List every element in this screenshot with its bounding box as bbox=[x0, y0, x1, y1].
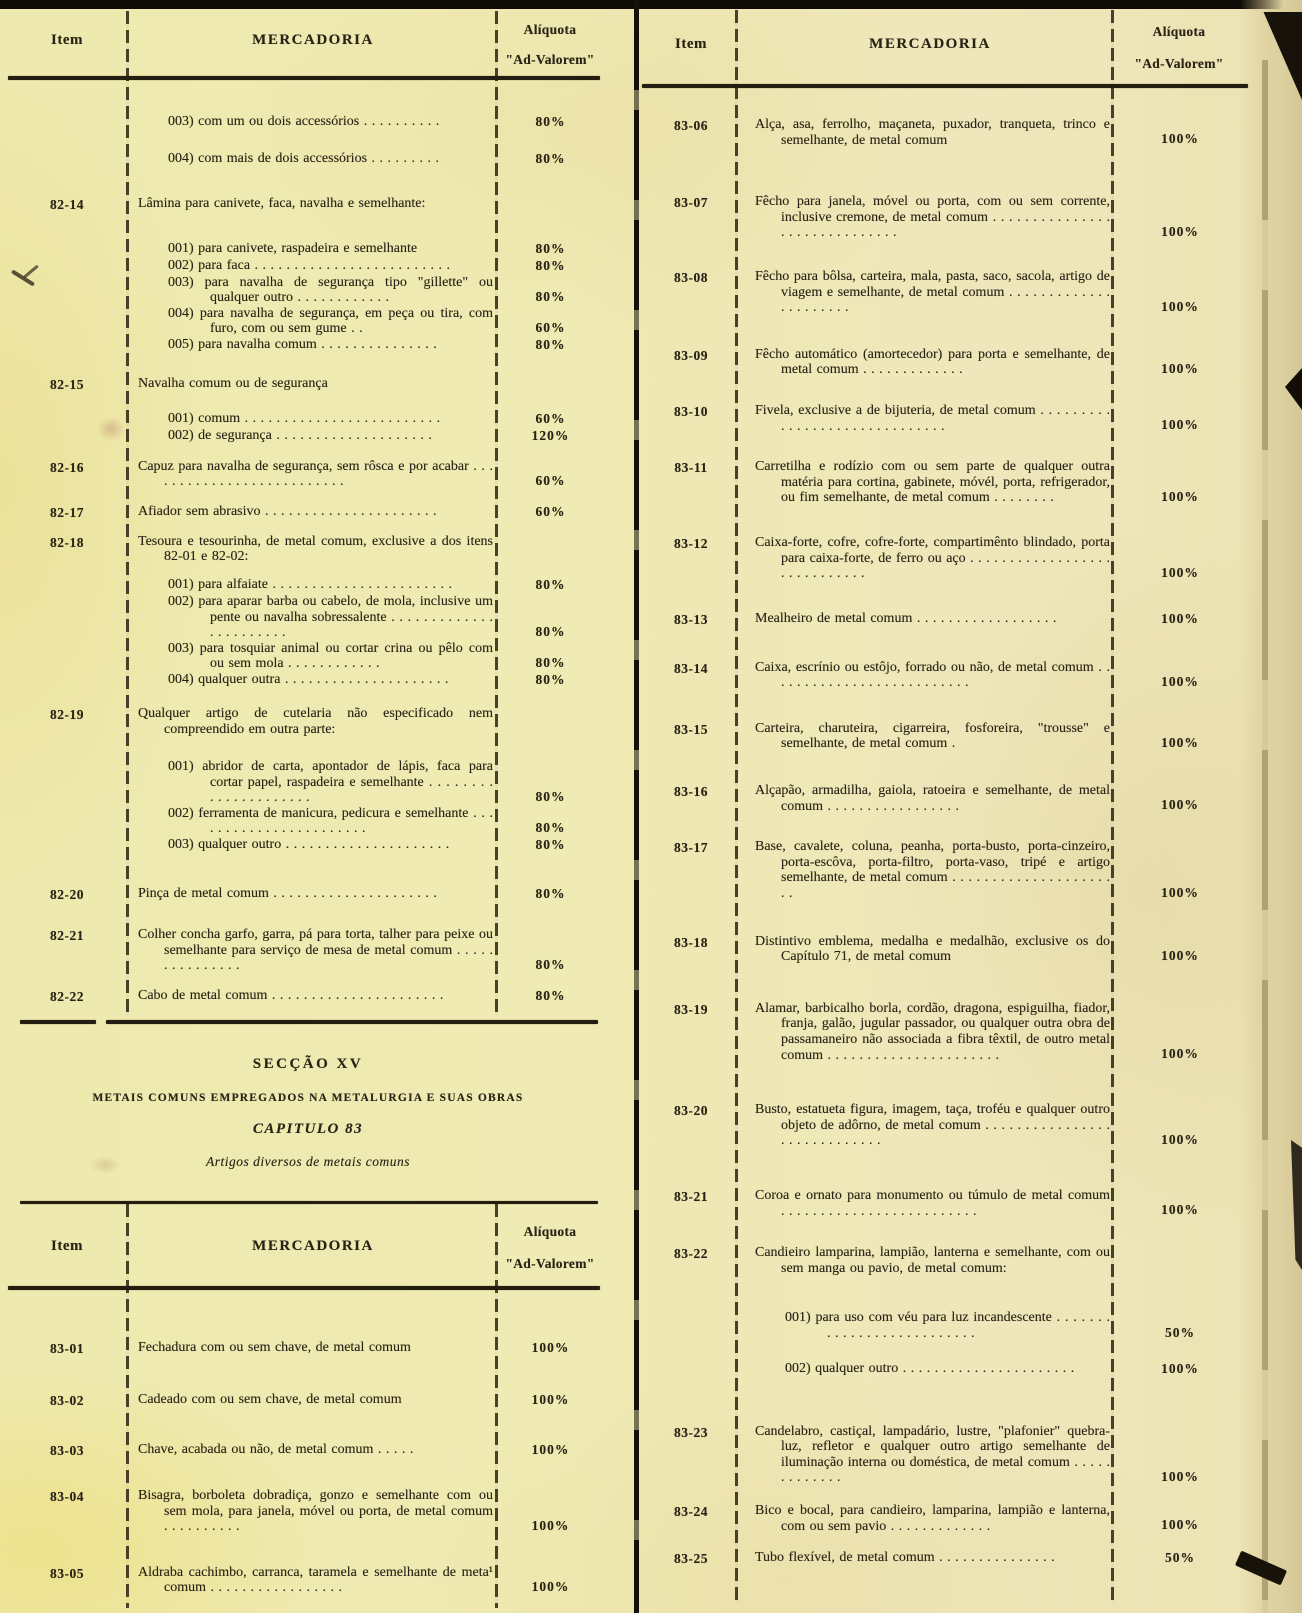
item-body bbox=[126, 1442, 608, 1459]
description: 001) comum . . . . . . . . . . . . . . . . . . . . . . . . . bbox=[168, 410, 441, 426]
tariff-entry bbox=[755, 1245, 1250, 1276]
tariff-entry bbox=[138, 577, 608, 594]
tariff-entry bbox=[755, 1361, 1250, 1378]
description: Cabo de metal comum . . . . . . . . . . . . . . . . . . . . . . bbox=[138, 987, 444, 1003]
item-code: 83-10 bbox=[674, 403, 708, 419]
item-code: 83-07 bbox=[674, 195, 708, 211]
tariff-entry bbox=[138, 504, 608, 521]
rate bbox=[493, 736, 608, 737]
tariff-entry bbox=[755, 839, 1250, 901]
description: Fêcho para bôlsa, carteira, mala, pasta, saco, sacola, artigo de viagem e semelhante, de metal comum . . . . . . . . . . . . . . . . . . . . . . bbox=[755, 268, 1110, 316]
tariff-entry bbox=[755, 1001, 1250, 1063]
item-code: 83-24 bbox=[674, 1503, 708, 1519]
item-code bbox=[8, 151, 126, 152]
item-code: 83-11 bbox=[674, 460, 708, 476]
description: Fêcho automático (amortecedor) para porta e semelhante, de metal comum . . . . . . . . . . . . . bbox=[755, 346, 1110, 378]
rate: 50% bbox=[1165, 1550, 1195, 1566]
tariff-entry bbox=[138, 196, 608, 212]
tariff-entry bbox=[755, 783, 1250, 814]
rate: 100% bbox=[1161, 1468, 1199, 1484]
tariff-rows-left bbox=[8, 90, 608, 1005]
rate: 80% bbox=[535, 114, 566, 129]
item-code: 83-13 bbox=[674, 611, 708, 627]
description: Qualquer artigo de cutelaria não especificado nem compreendido em outra parte: bbox=[138, 705, 493, 737]
header-aliquota: Alíquota bbox=[523, 22, 577, 37]
tariff-entry bbox=[755, 611, 1250, 628]
tariff-entry bbox=[755, 660, 1250, 691]
tariff-entry bbox=[138, 706, 608, 737]
item-code: 83-21 bbox=[674, 1188, 708, 1204]
header-rule bbox=[642, 84, 1248, 88]
description: Caixa, escrínio ou estôjo, forrado ou não, de metal comum . . . . . . . . . . . . . . . . . . . . . . . . . . bbox=[755, 659, 1110, 691]
section-subtitle: METAIS COMUNS EMPREGADOS NA METALURGIA E SUAS OBRAS bbox=[92, 1092, 524, 1104]
item-code: 83-08 bbox=[674, 269, 708, 285]
item-code: 82-22 bbox=[50, 988, 84, 1004]
rate: 120% bbox=[531, 427, 570, 443]
tariff-entry bbox=[138, 114, 608, 131]
rate: 80% bbox=[535, 336, 566, 352]
tariff-entry bbox=[138, 641, 608, 672]
item-body bbox=[737, 839, 1250, 901]
description: Caixa-forte, cofre, cofre-forte, compartimênto blindado, porta para caixa-forte, de ferro ou aço . . . . . . . . . . . . . . . . . . . . . . . . . . . . . bbox=[755, 534, 1110, 582]
description: Mealheiro de metal comum . . . . . . . . . . . . . . . . . . bbox=[755, 610, 1057, 626]
rate: 100% bbox=[531, 1517, 570, 1533]
item-code: 83-09 bbox=[674, 347, 708, 363]
header-item: Item bbox=[51, 32, 83, 48]
rate: 80% bbox=[535, 654, 566, 670]
item-code: 83-04 bbox=[50, 1489, 84, 1504]
tariff-row bbox=[645, 1503, 1250, 1534]
rate: 60% bbox=[535, 410, 566, 426]
tariff-entry bbox=[138, 594, 608, 641]
item-code: 82-15 bbox=[50, 376, 84, 392]
tariff-row bbox=[8, 376, 608, 445]
tariff-entry bbox=[138, 672, 608, 689]
item-body bbox=[126, 151, 608, 168]
item-code: 83-23 bbox=[674, 1424, 708, 1440]
item-code: 82-14 bbox=[50, 197, 84, 212]
tariff-rows-left-2 bbox=[8, 1292, 608, 1596]
tariff-entry bbox=[138, 1392, 608, 1409]
item-body bbox=[737, 403, 1250, 434]
item-body bbox=[737, 934, 1250, 965]
rate: 100% bbox=[1161, 564, 1199, 580]
tariff-entry bbox=[755, 934, 1250, 965]
description: 002) qualquer outro . . . . . . . . . . . . . . . . . . . . . . bbox=[785, 1360, 1075, 1376]
tariff-entry bbox=[138, 459, 608, 490]
item-body bbox=[126, 706, 608, 854]
description: 003) qualquer outro . . . . . . . . . . . . . . . . . . . . . bbox=[168, 837, 450, 853]
section-headings bbox=[8, 1056, 608, 1170]
tariff-row bbox=[645, 1550, 1250, 1567]
description: Base, cavalete, coluna, peanha, porta-busto, porta-cinzeiro, porta-escôva, porta-filtro, porta-vaso, tripé e artigo semelhante, de metal comum . . . . . . . . . . . . . . . . . . . . . . bbox=[755, 839, 1110, 902]
description: Distintivo emblema, medalha e medalhão, exclusive os do Capítulo 71, de metal comum bbox=[755, 933, 1110, 965]
tariff-row bbox=[645, 1424, 1250, 1486]
header-mercadoria: MERCADORIA bbox=[252, 32, 374, 48]
description: Aldraba cachimbo, carranca, taramela e semelhante de meta¹ comum . . . . . . . . . . . . . . . . . bbox=[138, 1564, 493, 1596]
rate: 100% bbox=[1161, 223, 1199, 239]
description: 005) para navalha comum . . . . . . . . . . . . . . . bbox=[168, 336, 437, 352]
description: 001) para alfaiate . . . . . . . . . . . . . . . . . . . . . . . bbox=[168, 576, 452, 592]
item-code: 83-17 bbox=[674, 840, 708, 856]
description: Cadeado com ou sem chave, de metal comum bbox=[138, 1392, 402, 1407]
description: 001) para uso com véu para luz incandescente . . . . . . . . . . . . . . . . . . . . . . . . . . bbox=[785, 1310, 1110, 1341]
tariff-row bbox=[645, 403, 1250, 434]
tariff-entry bbox=[138, 1565, 608, 1596]
rate: 80% bbox=[535, 837, 566, 853]
rate: 100% bbox=[1161, 797, 1199, 813]
item-code: 82-18 bbox=[50, 534, 84, 550]
description: 002) para aparar barba ou cabelo, de mola, inclusive um pente ou navalha sobressalente . . . . . . . . . . . . . . . . . . . . . . . bbox=[168, 593, 493, 641]
tariff-entry bbox=[755, 117, 1250, 148]
description: 002) de segurança . . . . . . . . . . . . . . . . . . . . bbox=[168, 427, 432, 443]
tariff-entry bbox=[138, 306, 608, 337]
tariff-entry bbox=[755, 1102, 1250, 1149]
description: Navalha comum ou de segurança bbox=[138, 375, 328, 391]
rate: 80% bbox=[535, 886, 566, 902]
tariff-row bbox=[8, 1488, 608, 1535]
tariff-entry bbox=[138, 258, 608, 275]
tariff-entry bbox=[755, 1188, 1250, 1219]
rate: 100% bbox=[1161, 417, 1199, 433]
description: Afiador sem abrasivo . . . . . . . . . . . . . . . . . . . . . . bbox=[138, 503, 437, 519]
header-ad-valorem: "Ad-Valorem" bbox=[1134, 56, 1224, 71]
tariff-entry bbox=[138, 151, 608, 168]
description: Candieiro lamparina, lampião, lanterna e semelhante, com ou sem manga ou pavio, de metal comum: bbox=[755, 1245, 1110, 1276]
item-body bbox=[737, 783, 1250, 814]
item-body bbox=[126, 886, 608, 903]
item-body bbox=[737, 1424, 1250, 1486]
item-body bbox=[126, 114, 608, 131]
item-code: 83-12 bbox=[674, 535, 708, 551]
item-body bbox=[737, 347, 1250, 378]
rate: 80% bbox=[535, 240, 566, 256]
tariff-entry bbox=[138, 759, 608, 806]
item-body bbox=[737, 194, 1250, 241]
item-code: 83-19 bbox=[674, 1001, 708, 1017]
tariff-entry bbox=[755, 1424, 1250, 1486]
tariff-entry bbox=[138, 428, 608, 445]
rate: 80% bbox=[535, 820, 566, 836]
item-code: 82-21 bbox=[50, 928, 84, 944]
rate: 50% bbox=[1165, 1324, 1195, 1340]
item-code bbox=[8, 114, 126, 115]
rate: 100% bbox=[1161, 488, 1199, 504]
tariff-entry bbox=[138, 275, 608, 306]
tariff-row bbox=[645, 660, 1250, 691]
description: Bisagra, borboleta dobradiça, gonzo e semelhante com ou sem mola, para janela, móvel ou porta, de metal comum . . . . . . . . . . bbox=[138, 1488, 493, 1535]
rate: 100% bbox=[1161, 1046, 1199, 1062]
tariff-entry bbox=[138, 927, 608, 974]
rate: 80% bbox=[535, 576, 566, 592]
rate: 100% bbox=[1161, 735, 1199, 751]
rate: 100% bbox=[1161, 298, 1199, 314]
rate: 100% bbox=[531, 1392, 570, 1407]
description: Chave, acabada ou não, de metal comum . . . . . bbox=[138, 1442, 414, 1457]
description: Fêcho para janela, móvel ou porta, com ou sem corrente, inclusive cremone, de metal comum . . . . . . . . . . . . . . . . . . . . . . . . . . . . . . bbox=[755, 194, 1110, 241]
header-rule bbox=[20, 1201, 598, 1204]
item-body bbox=[737, 1245, 1250, 1377]
tariff-row bbox=[8, 151, 608, 168]
tariff-entry bbox=[138, 534, 608, 565]
item-body bbox=[737, 1188, 1250, 1219]
rate bbox=[493, 564, 608, 565]
tariff-entry bbox=[755, 459, 1250, 506]
rate bbox=[493, 211, 608, 212]
tariff-row bbox=[645, 535, 1250, 582]
rate: 100% bbox=[1161, 131, 1199, 147]
tariff-rows-right bbox=[645, 95, 1250, 1567]
rate: 80% bbox=[535, 788, 566, 804]
tariff-row bbox=[645, 934, 1250, 965]
tariff-entry bbox=[138, 241, 608, 258]
tariff-entry bbox=[755, 1310, 1250, 1341]
rate: 100% bbox=[1161, 884, 1199, 900]
item-body bbox=[126, 1488, 608, 1535]
item-body bbox=[737, 611, 1250, 628]
rate bbox=[493, 391, 608, 392]
rate: 100% bbox=[1161, 360, 1199, 376]
tariff-entry bbox=[755, 1503, 1250, 1534]
rate: 60% bbox=[535, 319, 566, 335]
description: Alamar, barbicalho borla, cordão, dragona, espiguilha, fiador, franja, galão, jugular passador, ou qualquer outra obra de passamaneiro não associada a fibra têxtil, de outro metal comum . . . . . . . . . . . . . . . . . . . . . . bbox=[755, 1000, 1110, 1063]
item-code: 82-16 bbox=[50, 459, 84, 475]
rate bbox=[1110, 1275, 1250, 1276]
description: 004) qualquer outra . . . . . . . . . . . . . . . . . . . . . bbox=[168, 671, 449, 687]
tariff-row bbox=[8, 114, 608, 131]
tariff-entry bbox=[138, 1442, 608, 1459]
item-code: 83-01 bbox=[50, 1341, 84, 1356]
tariff-row bbox=[8, 1392, 608, 1409]
item-body bbox=[126, 534, 608, 689]
item-code: 83-06 bbox=[674, 118, 708, 133]
item-body bbox=[737, 535, 1250, 582]
tariff-row bbox=[8, 534, 608, 689]
tariff-row bbox=[8, 504, 608, 521]
item-body bbox=[126, 196, 608, 354]
rate: 100% bbox=[531, 1578, 570, 1594]
rate: 60% bbox=[535, 503, 566, 519]
description: Fivela, exclusive a de bijuteria, de metal comum . . . . . . . . . . . . . . . . . . . . . . . . . . . . . . bbox=[755, 402, 1110, 434]
header-aliquota: Alíquota bbox=[1152, 24, 1206, 39]
rate: 60% bbox=[535, 472, 566, 488]
description: 003) para navalha de segurança tipo "gillette" ou qualquer outro . . . . . . . . . . . . bbox=[168, 274, 493, 306]
description: Busto, estatueta figura, imagem, taça, troféu e qualquer outro objeto de adôrno, de metal comum . . . . . . . . . . . . . . . . . . . . . . . . . . . . . bbox=[755, 1102, 1110, 1149]
section-title: SECÇÃO XV bbox=[252, 1056, 364, 1072]
description: Pinça de metal comum . . . . . . . . . . . . . . . . . . . . . bbox=[138, 886, 437, 902]
description: Tesoura e tesourinha, de metal comum, exclusive a dos itens 82-01 e 82-02: bbox=[138, 533, 493, 565]
tariff-row bbox=[645, 1102, 1250, 1149]
description: Bico e bocal, para candieiro, lamparina, lampião e lanterna, com ou sem pavio . . . . . . . . . . . . . bbox=[755, 1502, 1110, 1534]
rate: 80% bbox=[535, 623, 566, 639]
description: Capuz para navalha de segurança, sem rôsca e por acabar . . . . . . . . . . . . . . . . . . . . . . . . . . bbox=[138, 458, 493, 490]
header-rule bbox=[8, 76, 600, 80]
header-mercadoria: MERCADORIA bbox=[252, 1238, 374, 1254]
item-body bbox=[737, 1001, 1250, 1063]
tariff-entry bbox=[138, 988, 608, 1005]
description: Fechadura com ou sem chave, de metal comum bbox=[138, 1340, 411, 1355]
tariff-entry bbox=[138, 886, 608, 903]
rate: 100% bbox=[531, 1442, 570, 1457]
description: 002) para faca . . . . . . . . . . . . . . . . . . . . . . . . . bbox=[168, 257, 451, 273]
rate: 80% bbox=[535, 987, 566, 1003]
tariff-entry bbox=[755, 403, 1250, 434]
description: 004) com mais de dois accessórios . . . . . . . . . bbox=[168, 151, 440, 166]
rate: 80% bbox=[535, 288, 566, 304]
tariff-entry bbox=[755, 347, 1250, 378]
section-rule bbox=[106, 1020, 598, 1024]
item-body bbox=[126, 1565, 608, 1596]
rate: 100% bbox=[1161, 1360, 1199, 1376]
item-body bbox=[126, 988, 608, 1005]
tariff-row bbox=[8, 1565, 608, 1596]
rate: 80% bbox=[535, 151, 566, 166]
item-body bbox=[737, 1550, 1250, 1567]
tariff-row bbox=[8, 196, 608, 354]
item-body bbox=[126, 504, 608, 521]
tariff-row bbox=[645, 459, 1250, 506]
description: 001) abridor de carta, apontador de lápis, faca para cortar papel, raspadeira e semelhante . . . . . . . . . . . . . . . . . . . . . bbox=[168, 759, 493, 806]
item-body bbox=[737, 459, 1250, 506]
description: Carretilha e rodízio com ou sem parte de qualquer outra matéria para cortina, gabinete, móvél, porta, refrigerador, ou fim semelhante, de metal comum . . . . . . . . bbox=[755, 459, 1110, 506]
rate: 100% bbox=[1161, 947, 1199, 963]
description: Alçapão, armadilha, gaiola, ratoeira e semelhante, de metal comum . . . . . . . . . . . . . . . . . bbox=[755, 783, 1110, 814]
item-body bbox=[737, 1503, 1250, 1534]
item-body bbox=[737, 117, 1250, 148]
item-body bbox=[737, 269, 1250, 316]
item-code: 83-14 bbox=[674, 660, 708, 676]
rate: 80% bbox=[535, 257, 566, 273]
item-body bbox=[126, 1392, 608, 1409]
tariff-row bbox=[8, 706, 608, 854]
tariff-entry bbox=[755, 269, 1250, 316]
tariff-entry bbox=[138, 376, 608, 392]
item-code: 83-20 bbox=[674, 1103, 708, 1119]
section-rule bbox=[20, 1020, 96, 1024]
description: 003) para tosquiar animal ou cortar crina ou pêlo com ou sem mola . . . . . . . . . . . . bbox=[168, 640, 493, 672]
item-code: 83-18 bbox=[674, 934, 708, 950]
item-code: 82-17 bbox=[50, 504, 84, 520]
page-center-divider bbox=[634, 0, 639, 1613]
header-item: Item bbox=[675, 36, 707, 52]
rate: 80% bbox=[535, 956, 566, 972]
item-code: 82-20 bbox=[50, 887, 84, 903]
description: 002) ferramenta de manicura, pedicura e semelhante . . . . . . . . . . . . . . . . . . . . . . . bbox=[168, 805, 493, 837]
description: Candelabro, castiçal, lampadário, lustre, "plafonier" quebra-luz, refletor e qualquer outro artigo semelhante de iluminação interna ou doméstica, de metal comum . . . . . . . . . . . . . bbox=[755, 1423, 1110, 1486]
tariff-row bbox=[645, 269, 1250, 316]
tariff-entry bbox=[138, 1488, 608, 1535]
description: Tubo flexível, de metal comum . . . . . . . . . . . . . . . bbox=[755, 1550, 1055, 1566]
item-body bbox=[737, 660, 1250, 691]
item-body bbox=[126, 927, 608, 974]
tariff-entry bbox=[755, 535, 1250, 582]
tariff-entry bbox=[138, 806, 608, 837]
tariff-entry bbox=[138, 411, 608, 428]
tariff-row bbox=[645, 611, 1250, 628]
item-body bbox=[737, 1102, 1250, 1149]
page-crease bbox=[1262, 60, 1268, 1613]
header-mercadoria: MERCADORIA bbox=[869, 36, 991, 52]
tariff-row bbox=[8, 988, 608, 1005]
tariff-row bbox=[8, 927, 608, 974]
tariff-row bbox=[8, 886, 608, 903]
description: Carteira, charuteira, cigarreira, fosforeira, "trousse" e semelhante, de metal comum . bbox=[755, 720, 1110, 752]
header-item: Item bbox=[51, 1238, 83, 1254]
scan-top-edge bbox=[0, 0, 1302, 9]
item-code: 83-05 bbox=[50, 1565, 84, 1581]
tariff-row bbox=[8, 1442, 608, 1459]
item-code: 83-25 bbox=[674, 1551, 708, 1567]
rate: 100% bbox=[1161, 610, 1199, 626]
tariff-row bbox=[645, 721, 1250, 752]
description: Colher concha garfo, garra, pá para torta, talher para peixe ou semelhante para serviço de mesa de metal comum . . . . . . . . . . . . . . . bbox=[138, 927, 493, 974]
header-aliquota: Alíquota bbox=[523, 1224, 577, 1239]
rate: 100% bbox=[1161, 673, 1199, 689]
item-code: 83-02 bbox=[50, 1393, 84, 1408]
description: Coroa e ornato para monumento ou túmulo de metal comum . . . . . . . . . . . . . . . . . . . . . . . . . bbox=[755, 1187, 1110, 1219]
item-body bbox=[126, 376, 608, 445]
item-body bbox=[126, 459, 608, 490]
header-ad-valorem: "Ad-Valorem" bbox=[505, 52, 595, 67]
tariff-entry bbox=[138, 1340, 608, 1357]
item-code: 83-22 bbox=[674, 1246, 708, 1262]
header-ad-valorem: "Ad-Valorem" bbox=[505, 1256, 595, 1271]
item-body bbox=[737, 721, 1250, 752]
chapter-title: CAPITULO 83 bbox=[252, 1121, 364, 1137]
tariff-entry bbox=[138, 337, 608, 354]
item-code: 83-15 bbox=[674, 721, 708, 737]
tariff-entry bbox=[755, 194, 1250, 241]
description: Lâmina para canivete, faca, navalha e semelhante: bbox=[138, 196, 426, 211]
tariff-row bbox=[645, 1188, 1250, 1219]
item-code: 83-16 bbox=[674, 784, 708, 800]
item-body bbox=[126, 1340, 608, 1357]
rate: 100% bbox=[1161, 1202, 1199, 1218]
tariff-row bbox=[645, 839, 1250, 901]
item-code: 82-19 bbox=[50, 706, 84, 722]
tariff-row bbox=[645, 194, 1250, 241]
chapter-subtitle: Artigos diversos de metais comuns bbox=[206, 1154, 410, 1169]
header-rule bbox=[8, 1286, 600, 1290]
description: 004) para navalha de segurança, em peça ou tira, com furo, com ou sem gume . . bbox=[168, 305, 493, 337]
tariff-row bbox=[645, 1001, 1250, 1063]
tariff-entry bbox=[755, 1550, 1250, 1567]
description: 003) com um ou dois accessórios . . . . . . . . . . bbox=[168, 114, 440, 129]
rate: 100% bbox=[1161, 1131, 1199, 1147]
description: Alça, asa, ferrolho, maçaneta, puxador, tranqueta, trinco e semelhante, de metal comum bbox=[755, 117, 1110, 148]
rate: 80% bbox=[535, 671, 566, 687]
rate: 100% bbox=[1161, 1517, 1199, 1533]
tariff-row bbox=[8, 459, 608, 490]
tariff-entry bbox=[138, 837, 608, 854]
item-code: 83-03 bbox=[50, 1443, 84, 1458]
tariff-row bbox=[645, 783, 1250, 814]
tariff-row bbox=[645, 1245, 1250, 1377]
tariff-entry bbox=[755, 721, 1250, 752]
tariff-row bbox=[645, 117, 1250, 148]
tariff-row bbox=[8, 1340, 608, 1357]
description: 001) para canivete, raspadeira e semelhante bbox=[168, 240, 418, 256]
rate: 100% bbox=[531, 1340, 570, 1355]
tariff-row bbox=[645, 347, 1250, 378]
